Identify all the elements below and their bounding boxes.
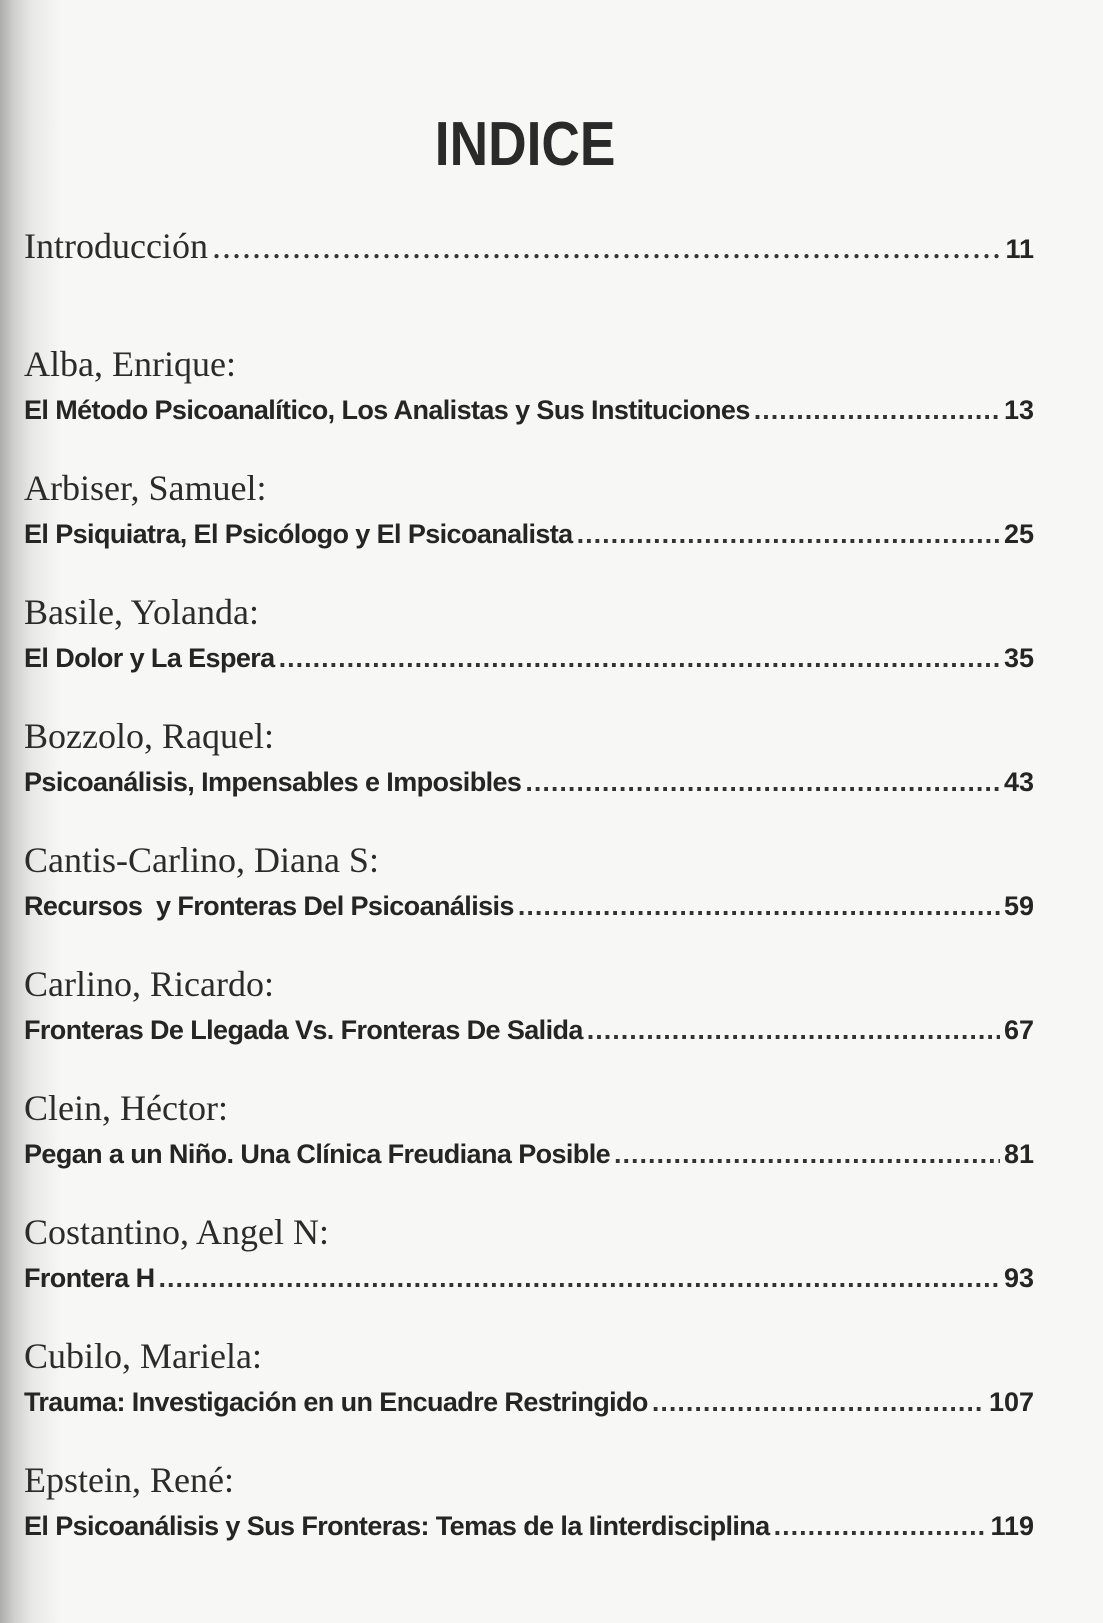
page-number: 13: [1003, 395, 1034, 425]
page-number: 25: [1003, 519, 1034, 549]
page-number: 43: [1003, 767, 1034, 797]
entry-author: Epstein, René:: [24, 1460, 234, 1500]
page-title: INDICE: [434, 110, 616, 179]
page-number: 11: [1005, 234, 1034, 264]
entry-author: Cubilo, Mariela:: [24, 1336, 262, 1376]
toc-line: [24, 390, 1034, 430]
toc-line: [24, 638, 1034, 678]
page-number: 35: [1003, 643, 1034, 673]
dot-leader: [614, 1134, 1000, 1174]
toc-line: [24, 1258, 1034, 1298]
entry-title: Frontera H: [24, 1263, 155, 1293]
entry-author: Alba, Enrique:: [24, 344, 236, 384]
entry-title: Fronteras De Llegada Vs. Fronteras De Salida: [24, 1015, 583, 1045]
toc-line: [24, 1506, 1034, 1546]
page-number: 81: [1003, 1139, 1034, 1169]
entry-title: Trauma: Investigación en un Encuadre Restringido: [24, 1387, 648, 1417]
entry-author: Cantis-Carlino, Diana S:: [24, 840, 379, 880]
toc-entry: [24, 336, 1034, 460]
entry-author: Clein, Héctor:: [24, 1088, 228, 1128]
page-number: 107: [988, 1387, 1034, 1417]
entry-title: El Método Psicoanalítico, Los Analistas y Sus Instituciones: [24, 395, 750, 425]
toc-entry: [24, 956, 1034, 1080]
entry-author: Basile, Yolanda:: [24, 592, 260, 632]
table-of-contents: [24, 212, 1034, 1576]
toc-line: [24, 886, 1034, 926]
dot-leader: [577, 514, 1000, 554]
dot-leader: [525, 762, 1000, 802]
toc-line: [24, 1382, 1034, 1422]
page-number: 119: [990, 1511, 1034, 1541]
dot-leader: [587, 1010, 1000, 1050]
entry-title: Introducción: [24, 226, 208, 266]
toc-line: [24, 220, 1034, 275]
toc-entry: [24, 708, 1034, 832]
entry-author: Costantino, Angel N:: [24, 1212, 329, 1252]
entry-author: Carlino, Ricardo:: [24, 964, 274, 1004]
entry-title: Pegan a un Niño. Una Clínica Freudiana Posible: [24, 1139, 611, 1169]
toc-line: [24, 1010, 1034, 1050]
dot-leader: [159, 1258, 1000, 1298]
toc-entry: [24, 1452, 1034, 1576]
dot-leader: [212, 220, 1002, 272]
dot-leader: [518, 886, 1000, 926]
toc-line: [24, 514, 1034, 554]
toc-entry: [24, 460, 1034, 584]
page-number: 59: [1003, 891, 1034, 921]
entry-title: El Psicoanálisis y Sus Fronteras: Temas de la Iinterdisciplina: [24, 1511, 770, 1541]
entry-author: Arbiser, Samuel:: [24, 468, 267, 508]
toc-entry: [24, 832, 1034, 956]
toc-entry: [24, 584, 1034, 708]
entry-title: El Dolor y La Espera: [24, 643, 275, 673]
entry-author: Bozzolo, Raquel:: [24, 716, 274, 756]
entry-title: Recursos y Fronteras Del Psicoanálisis: [24, 891, 514, 921]
toc-entry: [24, 1328, 1034, 1452]
page-number: 93: [1003, 1263, 1034, 1293]
entry-title: El Psiquiatra, El Psicólogo y El Psicoanalista: [24, 519, 573, 549]
dot-leader: [754, 390, 1000, 430]
toc-line: [24, 762, 1034, 802]
page-number: 67: [1003, 1015, 1034, 1045]
toc-entry-introduccion: [24, 212, 1034, 336]
dot-leader: [279, 638, 1000, 678]
toc-entry: [24, 1080, 1034, 1204]
entry-title: Psicoanálisis, Impensables e Imposibles: [24, 767, 522, 797]
dot-leader: [652, 1382, 985, 1422]
dot-leader: [774, 1506, 987, 1546]
toc-entry: [24, 1204, 1034, 1328]
toc-line: [24, 1134, 1034, 1174]
